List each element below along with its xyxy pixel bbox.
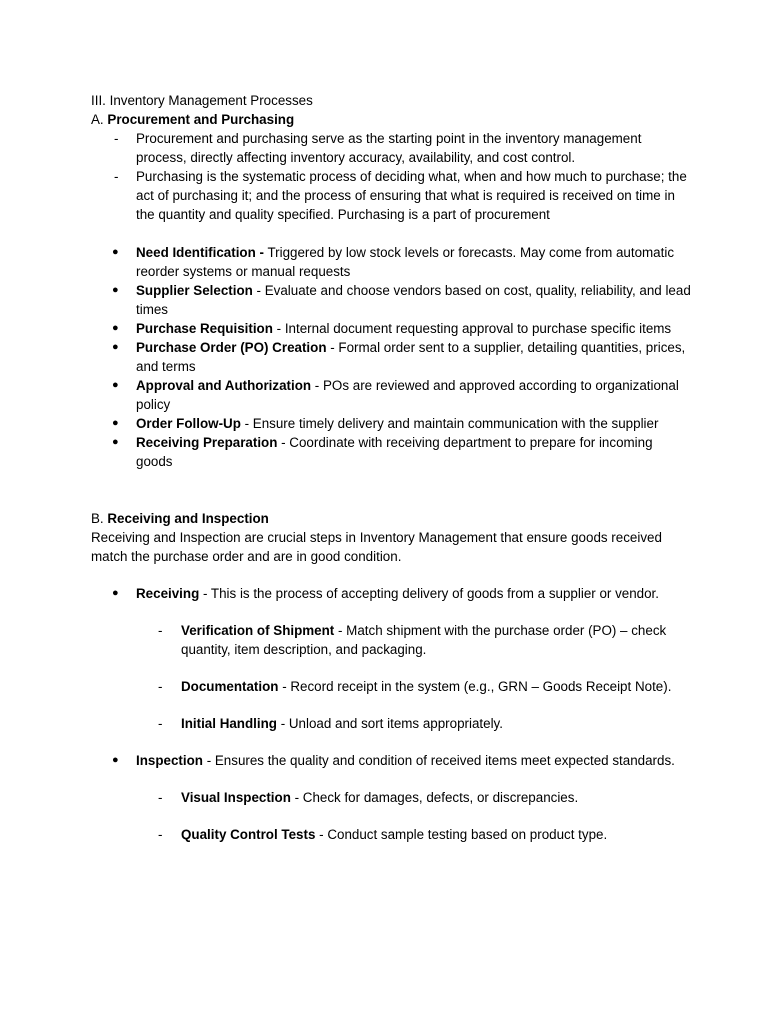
sub-term: Quality Control Tests	[181, 827, 316, 842]
sub-item	[91, 714, 691, 733]
sub-desc: - Conduct sample testing based on product type.	[315, 827, 608, 842]
document-content	[91, 91, 691, 844]
list-item	[91, 433, 691, 471]
section-a-dash-list	[91, 129, 691, 224]
sub-term: Visual Inspection	[181, 790, 291, 805]
item-term: Receiving	[136, 586, 200, 601]
section-b-heading	[91, 509, 691, 528]
item-term: Receiving Preparation	[136, 435, 278, 450]
dash-item: - Purchasing is the systematic process of deciding what, when and how much to purchase; the act of purchasing it; and the process of ensuring that what is required is received on time in the quantity and quality specified. Purchasing is a part of procurement	[91, 167, 691, 224]
item-term: Purchase Order (PO) Creation	[136, 340, 327, 355]
item-desc: - Ensures the quality and condition of received items meet expected standards.	[202, 753, 675, 768]
sub-item	[91, 825, 691, 844]
item-term: Inspection	[136, 753, 203, 768]
list-item	[91, 319, 691, 338]
sub-desc: - Check for damages, defects, or discrepancies.	[290, 790, 579, 805]
list-item	[91, 243, 691, 281]
item-desc: - This is the process of accepting delivery of goods from a supplier or vendor.	[199, 586, 659, 601]
inspection-list	[91, 751, 691, 770]
receiving-sub-list	[91, 621, 691, 733]
item-desc: - Formal order sent to a supplier, detailing quantities, prices, and terms	[136, 340, 686, 374]
sub-item	[91, 788, 691, 807]
section-a-heading	[91, 110, 691, 129]
procurement-steps-list	[91, 243, 691, 471]
item-desc: - Evaluate and choose vendors based on cost, quality, reliability, and lead times	[136, 283, 691, 317]
section-a-title: Procurement and Purchasing	[107, 112, 295, 127]
inspection-sub-list	[91, 788, 691, 844]
section-a-letter: A.	[91, 112, 104, 127]
list-item-inspection	[91, 751, 691, 770]
item-desc: - Ensure timely delivery and maintain communication with the supplier	[240, 416, 659, 431]
section-title: III. Inventory Management Processes	[91, 93, 313, 108]
sub-desc: - Unload and sort items appropriately.	[276, 716, 503, 731]
sub-desc: - Record receipt in the system (e.g., GRN – Goods Receipt Note).	[278, 679, 672, 694]
sub-desc: - Match shipment with the purchase order (PO) – check quantity, item description, and packaging.	[181, 623, 667, 657]
item-desc: - Internal document requesting approval to purchase specific items	[272, 321, 672, 336]
sub-term: Documentation	[181, 679, 279, 694]
item-desc: - POs are reviewed and approved according to organizational policy	[136, 378, 679, 412]
dash-item: - Procurement and purchasing serve as the starting point in the inventory management process, directly affecting inventory accuracy, availability, and cost control.	[91, 129, 691, 167]
item-term: Approval and Authorization	[136, 378, 312, 393]
list-item	[91, 414, 691, 433]
item-term: Supplier Selection	[136, 283, 253, 298]
list-item	[91, 281, 691, 319]
list-item	[91, 376, 691, 414]
section-b-intro: Receiving and Inspection are crucial steps in Inventory Management that ensure goods received match the purchase order and are in good condition.	[91, 530, 662, 564]
item-desc: - Coordinate with receiving department to prepare for incoming goods	[136, 435, 653, 469]
sub-term: Verification of Shipment	[181, 623, 335, 638]
receiving-inspection-list	[91, 584, 691, 603]
item-desc: Triggered by low stock levels or forecasts. May come from automatic reorder systems or manual requests	[136, 245, 675, 279]
item-term: Need Identification -	[136, 245, 264, 260]
list-item	[91, 338, 691, 376]
item-term: Purchase Requisition	[136, 321, 273, 336]
list-item-receiving	[91, 584, 691, 603]
sub-item	[91, 621, 691, 659]
section-b-letter: B.	[91, 511, 104, 526]
section-b-title: Receiving and Inspection	[107, 511, 269, 526]
sub-item	[91, 677, 691, 696]
sub-term: Initial Handling	[181, 716, 277, 731]
item-term: Order Follow-Up	[136, 416, 241, 431]
